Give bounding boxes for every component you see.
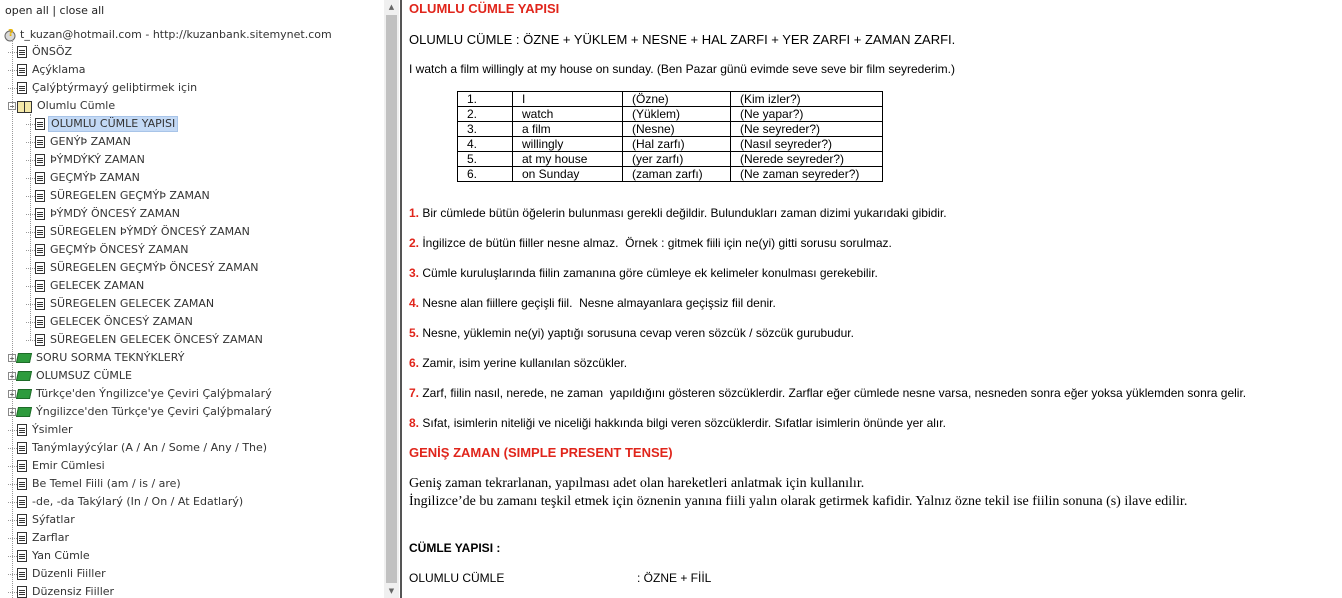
page-icon <box>17 46 27 58</box>
tree-item-label: Ýngilizce'den Türkçe'ye Çeviri Çalýþmalarý <box>36 405 272 418</box>
note-number: 2. <box>409 236 420 250</box>
tree-item[interactable] <box>26 259 260 277</box>
globe-question-icon <box>4 28 18 42</box>
book-icon <box>16 371 32 381</box>
note-number: 8. <box>409 416 420 430</box>
page-icon <box>35 244 45 256</box>
tree-item-label: OLUMLU CÜMLE YAPISI <box>48 116 178 132</box>
tree-item-label: Olumlu Cümle <box>37 99 116 112</box>
tree-item-label: Düzenli Fiiller <box>32 567 106 580</box>
note-number: 1. <box>409 206 420 220</box>
note-item <box>409 416 946 430</box>
tree-item[interactable] <box>8 475 183 493</box>
table-row <box>458 107 883 122</box>
page-icon <box>35 262 45 274</box>
note-number: 4. <box>409 296 420 310</box>
tree-item[interactable] <box>8 565 108 583</box>
tree-item[interactable] <box>26 331 265 349</box>
note-text: Nesne, yüklemin ne(yi) yaptığı sorusuna cevap veren sözcük / sözcük gurubudur. <box>419 326 854 340</box>
page-icon <box>17 64 27 76</box>
table-cell: (Nasıl seyreder?) <box>731 137 883 152</box>
tree-item[interactable] <box>8 367 134 385</box>
tree-item[interactable] <box>8 61 88 79</box>
note-text: Zamir, isim yerine kullanılan sözcükler. <box>419 356 628 370</box>
page-icon <box>17 478 27 490</box>
table-cell: (Nerede seyreder?) <box>731 152 883 167</box>
tree-item-label: Be Temel Fiili (am / is / are) <box>32 477 181 490</box>
tree-item-label: GENÝÞ ZAMAN <box>50 135 131 148</box>
note-text: Zarf, fiilin nasıl, nerede, ne zaman yapıldığını gösteren sözcüklerdir. Zarflar eğer cümlede nesne varsa, nesneden sonra eğer yoksa yüklemden sonra gelir. <box>419 386 1247 400</box>
structure-right: : ÖZNE + FİİL <box>637 571 712 585</box>
table-cell: 1. <box>458 92 513 107</box>
tree-item[interactable] <box>8 511 77 529</box>
tree-item[interactable] <box>8 403 274 421</box>
tree-item[interactable] <box>8 349 186 367</box>
tree-item-label: Zarflar <box>32 531 69 544</box>
tree-item-label: Düzensiz Fiiller <box>32 585 115 598</box>
note-text: Bir cümlede bütün öğelerin bulunması gerekli değildir. Bulundukları zaman dizimi yukarıdaki gibidir. <box>419 206 947 220</box>
page-icon <box>17 460 27 472</box>
tree-item[interactable] <box>8 457 107 475</box>
tree-item[interactable] <box>8 493 245 511</box>
pane-divider[interactable] <box>400 0 402 598</box>
table-cell: on Sunday <box>513 167 623 182</box>
page-icon <box>35 226 45 238</box>
svg-text:?: ? <box>8 28 14 39</box>
page-icon <box>17 532 27 544</box>
table-row <box>458 167 883 182</box>
open-book-icon <box>17 100 32 112</box>
note-number: 7. <box>409 386 420 400</box>
note-item <box>409 236 892 250</box>
note-text: Nesne alan fiillere geçişli fiil. Nesne almayanlara geçişsiz fiil denir. <box>419 296 776 310</box>
tree-item-label: OLUMSUZ CÜMLE <box>36 369 132 382</box>
page-icon <box>17 424 27 436</box>
table-cell: 4. <box>458 137 513 152</box>
table-row <box>458 137 883 152</box>
tree-pane <box>0 0 384 598</box>
table-cell: (Hal zarfı) <box>623 137 731 152</box>
open-all-link[interactable]: open all <box>5 4 49 17</box>
close-all-link[interactable]: close all <box>59 4 105 17</box>
tree-item-label: -de, -da Takýlarý (In / On / At Edatlarý) <box>32 495 244 508</box>
page-icon <box>35 280 45 292</box>
note-number: 5. <box>409 326 420 340</box>
tree-item-label: ÞÝMDÝKÝ ZAMAN <box>50 153 145 166</box>
book-icon <box>16 389 32 399</box>
note-text: Cümle kuruluşlarında fiilin zamanına göre cümleye ek kelimeler konulması gerekebilir. <box>419 266 878 280</box>
note-text: Sıfat, isimlerin niteliği ve niceliği hakkında bilgi veren sözcüklerdir. Sıfatlar isimlerin önünde yer alır. <box>419 416 946 430</box>
page-icon <box>17 442 27 454</box>
tree-item-label: SÜREGELEN GELECEK ÖNCESÝ ZAMAN <box>50 333 263 346</box>
page-icon <box>17 586 27 598</box>
page-title: OLUMLU CÜMLE YAPISI <box>409 1 560 16</box>
tree-item-label: SÜREGELEN GELECEK ZAMAN <box>50 297 215 310</box>
table-cell: (Nesne) <box>623 122 731 137</box>
tree-item[interactable] <box>26 241 191 259</box>
tree-item[interactable] <box>8 97 117 115</box>
tree-item-label: SORU SORMA TEKNÝKLERÝ <box>36 351 185 364</box>
tree-item-label: SÜREGELEN GEÇMÝÞ ÖNCESÝ ZAMAN <box>50 261 259 274</box>
page-icon <box>17 550 27 562</box>
tree-item[interactable] <box>8 385 274 403</box>
scroll-thumb[interactable] <box>386 15 397 583</box>
table-cell: (Yüklem) <box>623 107 731 122</box>
tree-item-label: Ýsimler <box>32 423 73 436</box>
note-number: 6. <box>409 356 420 370</box>
table-cell: (Ne seyreder?) <box>731 122 883 137</box>
tree-item[interactable] <box>8 79 199 97</box>
scroll-down-arrow-icon[interactable]: ▼ <box>388 587 395 595</box>
tree-item-label: GEÇMÝÞ ZAMAN <box>50 171 140 184</box>
tree-item[interactable] <box>8 583 116 598</box>
tree-item[interactable] <box>26 295 216 313</box>
page-icon <box>17 496 27 508</box>
note-item <box>409 326 854 340</box>
tree-item[interactable] <box>26 205 182 223</box>
note-text: İngilizce de bütün fiiller nesne almaz. Örnek : gitmek fiili için ne(yi) gitti sorusu sorulmaz. <box>419 236 892 250</box>
note-item <box>409 296 776 310</box>
book-icon <box>16 353 32 363</box>
tree-item[interactable] <box>26 187 212 205</box>
tree-guide-line <box>30 114 31 340</box>
example-sentence: I watch a film willingly at my house on sunday. (Ben Pazar günü evimde seve seve bir film seyrederim.) <box>409 62 956 76</box>
page-icon <box>35 154 45 166</box>
tree-item[interactable] <box>26 151 147 169</box>
tree-item-label: SÜREGELEN ÞÝMDÝ ÖNCESÝ ZAMAN <box>50 225 250 238</box>
tree-item-label: ÞÝMDÝ ÖNCESÝ ZAMAN <box>50 207 180 220</box>
tree-item-label: GEÇMÝÞ ÖNCESÝ ZAMAN <box>50 243 189 256</box>
page-icon <box>35 190 45 202</box>
page-icon <box>35 316 45 328</box>
tree-item[interactable] <box>26 169 142 187</box>
paragraph-1: Geniş zaman tekrarlanan, yapılması adet olan hareketleri anlatmak için kullanılır. <box>409 476 865 491</box>
page-icon <box>17 568 27 580</box>
expand-toggle-icon[interactable]: + <box>9 372 15 381</box>
tree-item-label: GELECEK ZAMAN <box>50 279 145 292</box>
table-row <box>458 92 883 107</box>
tree-item-label: SÜREGELEN GEÇMÝÞ ZAMAN <box>50 189 210 202</box>
page-icon <box>35 118 45 130</box>
page-icon <box>35 136 45 148</box>
formula-text: OLUMLU CÜMLE : ÖZNE + YÜKLEM + NESNE + HAL ZARFI + YER ZARFI + ZAMAN ZARFI. <box>409 32 956 47</box>
table-cell: a film <box>513 122 623 137</box>
table-cell: at my house <box>513 152 623 167</box>
note-item <box>409 266 878 280</box>
note-item <box>409 206 947 220</box>
expand-toggle-icon[interactable]: + <box>9 354 15 363</box>
tree-root-label: t_kuzan@hotmail.com - http://kuzanbank.sitemynet.com <box>20 28 332 41</box>
example-table <box>457 91 883 182</box>
expand-toggle-icon[interactable]: + <box>9 408 15 417</box>
table-cell: (yer zarfı) <box>623 152 731 167</box>
tree-item-label: Açýklama <box>32 63 86 76</box>
content-pane <box>409 0 1339 598</box>
table-cell: 6. <box>458 167 513 182</box>
collapse-toggle-icon[interactable]: − <box>9 102 15 111</box>
table-cell: I <box>513 92 623 107</box>
separator: | <box>52 4 57 17</box>
tree-item[interactable] <box>26 223 252 241</box>
structure-title: CÜMLE YAPISI : <box>409 541 501 555</box>
table-row <box>458 122 883 137</box>
paragraph-2: İngilizce’de bu zamanı teşkil etmek için öznenin yanına fiili yalın olarak getirmek kafidir. Yalnız özne tekil ise fiilin sonuna (s) ilave edilir. <box>409 494 1188 509</box>
table-cell: (zaman zarfı) <box>623 167 731 182</box>
page-icon <box>35 334 45 346</box>
tree-item[interactable] <box>8 421 75 439</box>
table-cell: 5. <box>458 152 513 167</box>
tree-root[interactable] <box>4 26 334 44</box>
tree-item-label: Sýfatlar <box>32 513 75 526</box>
tree-item[interactable] <box>26 277 146 295</box>
structure-left: OLUMLU CÜMLE <box>409 571 505 585</box>
table-cell: (Ne yapar?) <box>731 107 883 122</box>
book-icon <box>16 407 32 417</box>
tree-item-label: Emir Cümlesi <box>32 459 105 472</box>
table-row <box>458 152 883 167</box>
tree-item-label: Tanýmlayýcýlar (A / An / Some / Any / The) <box>32 441 268 454</box>
tree-item-label: GELECEK ÖNCESÝ ZAMAN <box>50 315 193 328</box>
table-cell: 3. <box>458 122 513 137</box>
tree-item[interactable] <box>8 547 92 565</box>
note-number: 3. <box>409 266 420 280</box>
table-cell: willingly <box>513 137 623 152</box>
page-icon <box>35 208 45 220</box>
tree-scrollbar[interactable] <box>384 0 399 598</box>
table-cell: (Özne) <box>623 92 731 107</box>
page-icon <box>35 172 45 184</box>
scroll-up-arrow-icon[interactable]: ▲ <box>388 3 395 11</box>
tree-item[interactable] <box>8 439 269 457</box>
tree-item[interactable] <box>26 313 195 331</box>
tree-item[interactable] <box>8 529 71 547</box>
tree-item[interactable] <box>8 43 74 61</box>
table-cell: (Ne zaman seyreder?) <box>731 167 883 182</box>
note-item <box>409 386 1246 400</box>
page-icon <box>35 298 45 310</box>
tree-item-label: ÖNSÖZ <box>32 45 73 58</box>
expand-toggle-icon[interactable]: + <box>9 390 15 399</box>
tree-item-label: Çalýþtýrmayý geliþtirmek için <box>32 81 198 94</box>
page-icon <box>17 82 27 94</box>
tree-item[interactable] <box>26 133 133 151</box>
tree-guide-line <box>12 40 13 598</box>
table-cell: (Kim izler?) <box>731 92 883 107</box>
tree-item-label: Yan Cümle <box>32 549 90 562</box>
tree-item-label: Türkçe'den Ýngilizce'ye Çeviri Çalýþmalarý <box>36 387 272 400</box>
table-cell: 2. <box>458 107 513 122</box>
page-icon <box>17 514 27 526</box>
section-heading: GENİŞ ZAMAN (SIMPLE PRESENT TENSE) <box>409 445 673 460</box>
table-cell: watch <box>513 107 623 122</box>
tree-toolbar <box>5 4 104 17</box>
note-item <box>409 356 627 370</box>
tree-item[interactable] <box>26 115 178 133</box>
